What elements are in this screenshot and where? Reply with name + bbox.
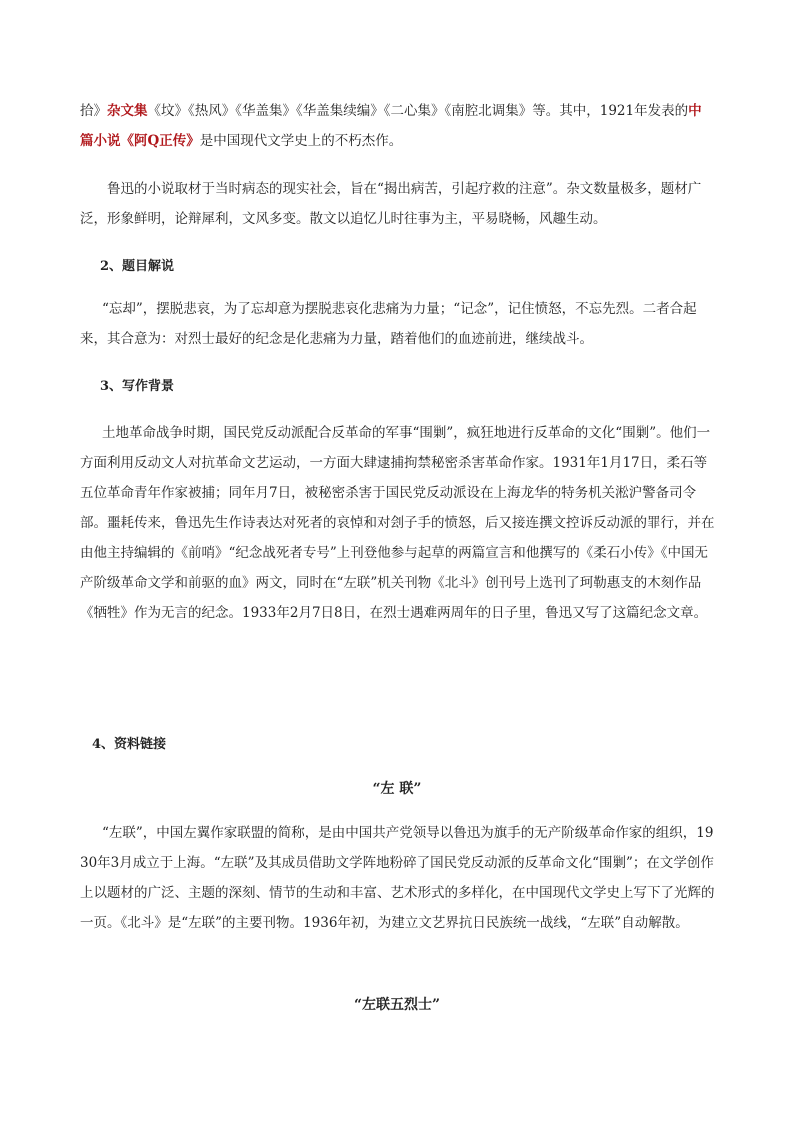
section-heading-references: 4、资料链接 [92,737,167,752]
subheading-five-martyrs: “左联五烈士” [353,997,441,1013]
section-heading-background: 3、写作背景 [100,379,175,394]
intro-tail: 是中国现代文学史上的不朽杰作。 [199,133,403,149]
intro-works-list: 《坟》《热风》《华盖集》《华盖集续编》《二心集》《南腔北调集》等。其中，1921年发表的 [147,103,689,119]
highlight-ah-q: 篇小说《阿Q正传》 [80,133,200,149]
background-paragraph: 土地革命战争时期，国民党反动派配合反革命的军事“围剿”，疯狂地进行反革命的文化“围剿”。他们一方面利用反动文人对抗革命文艺运动，一方面大肆逮捕拘禁秘密杀害革命作家。1931年1月17日，柔石等五位革命青年作家被捕；同年月7日，被秘密杀害于国民党反动派设在上海龙华的特务机关淞沪警备司令部。噩耗传来，鲁迅先生作诗表达对死者的哀悼和对刽子手的愤怒，后又接连撰文控诉反动派的罪行，并在由他主持编辑的《前哨》“纪念战死者专号”上刊登他参与起草的两篇宣言和他撰写的《柔石小传》《中国无产阶级革命文学和前驱的血》两文，同时在“左联”机关刊物《北斗》创刊号上选刊了珂勒惠支的木刻作品《牺牲》作为无言的纪念。1933年2月7日8日，在烈士遇难两周年的日子里，鲁迅又写了这篇纪念文章。 [80,425,715,621]
section-heading-title-explanation: 2、题目解说 [100,259,175,274]
left-league-paragraph: “左联”，中国左翼作家联盟的简称，是由中国共产党领导以鲁迅为旗手的无产阶级革命作家的组织，1930年3月成立于上海。“左联”及其成员借助文学阵地粉碎了国民党反动派的反革命文化“围剿”；在文学创作上以题材的广泛、主题的深刻、情节的生动和丰富、艺术形式的多样化，在中国现代文学史上写下了光辉的一页。《北斗》是“左联”的主要刊物。1936年初，为建立文艺界抗日民族统一战线，“左联”自动解散。 [80,825,715,931]
intro-prefix: 拾》 [80,103,107,119]
highlight-essay-collection: 杂文集 [107,103,148,119]
intro-paragraph [80,96,720,156]
highlight-novella-start: 中 [688,103,702,119]
style-paragraph: 鲁迅的小说取材于当时病态的现实社会，旨在“揭出病苦，引起疗救的注意”。杂文数量极多，题材广泛，形象鲜明，论辩犀利，文风多变。散文以追忆儿时往事为主，平易晓畅，风趣生动。 [80,181,702,227]
subheading-left-league: “左 联” [372,781,422,797]
title-explanation-paragraph: “忘却”，摆脱悲哀，为了忘却意为摆脱悲哀化悲痛为力量；“记念”，记住愤怒，不忘先烈。二者合起来，其合意为：对烈士最好的纪念是化悲痛为力量，踏着他们的血迹前进，继续战斗。 [80,301,697,347]
